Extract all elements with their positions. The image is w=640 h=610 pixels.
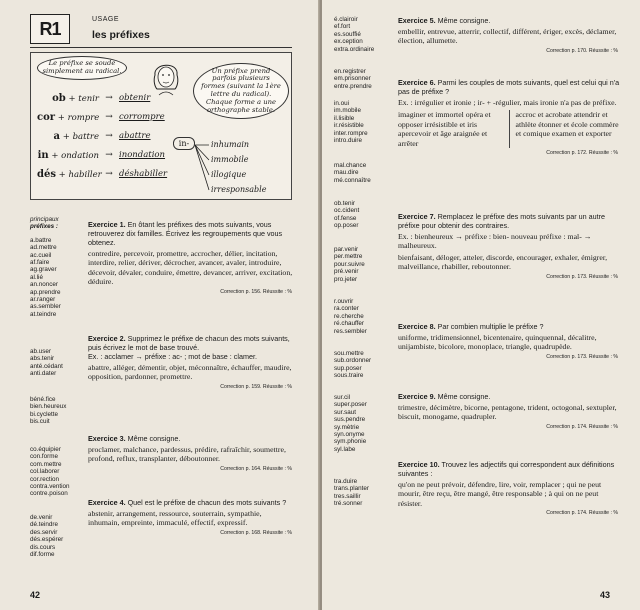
prefix-item: intro.duire — [334, 137, 363, 145]
prefix-item: res.sembler — [334, 327, 367, 335]
prefix-item: em.prisonner — [334, 75, 371, 83]
correction-ref: Correction p. 174. Réussite : % — [546, 423, 618, 430]
prefix-list-a: principaux préfixes : a.battre ad.mettre ac.cueil af.faire ag.graver al.lié an.noncer ap.prendre ar.ranger as.sembler at.teindre — [30, 216, 76, 318]
prefix-list-sur — [334, 394, 392, 453]
prefix-item: an.noncer — [30, 281, 59, 289]
prefix-item: bis.cuit — [30, 418, 50, 426]
prefix-item: ob.tenir — [334, 200, 356, 207]
prefix-item: co.équipier — [30, 446, 61, 453]
exercise-7 — [398, 212, 620, 280]
prefix-list-in — [334, 100, 392, 144]
exercise-example: Ex. : irrégulier et ironie ; ir- + -régulier, mais ironie n'a pas de préfixe. — [398, 98, 617, 107]
exercise-instruction: Même consigne. — [437, 392, 491, 401]
prefix-examples — [37, 89, 167, 184]
page-title: les préfixes — [92, 29, 150, 41]
in-variant: illogique — [211, 170, 247, 179]
prefix-item: ex.ception — [334, 38, 363, 46]
prefix-list-mal — [334, 162, 392, 184]
prefix-item: ra.conter — [334, 305, 359, 313]
prefix-item: ré.chauffer — [334, 320, 364, 328]
prefix-item: entre.prendre — [334, 82, 372, 90]
prefix-item: per.mettre — [334, 253, 363, 261]
prefix-item: at.teindre — [30, 310, 57, 318]
word-pairs-col1: imaginer et immortel opéra et opposer irrésistible et iris apercevoir et âge araignée et arrêter — [398, 110, 491, 148]
prefix-item: dés.espérer — [30, 536, 64, 544]
prefix-item: mé.connaître — [334, 176, 371, 184]
correction-ref: Correction p. 174. Réussite : % — [546, 510, 618, 517]
exercise-4 — [88, 498, 294, 536]
prefix-item: syl.labe — [334, 445, 356, 453]
prefix-item: sou.mettre — [334, 350, 364, 357]
prefix-item: des.servir — [30, 528, 58, 536]
prefix-list-e2 — [334, 16, 392, 53]
exercise-words: embellir, entrevue, atterrir, collectif, différent, ériger, excès, déclamer, élection, allumette. — [398, 27, 617, 46]
prefix-illustration — [30, 52, 292, 200]
exercise-instruction: Même consigne. — [127, 434, 181, 443]
correction-ref: Correction p. 164. Réussite : % — [220, 465, 292, 472]
prefix-item: en.registrer — [334, 68, 366, 75]
prefix-item: sy.mètrie — [334, 423, 360, 431]
prefix-item: par.venir — [334, 246, 359, 253]
prefix-item: ab.user — [30, 348, 52, 355]
prefix-item: col.laborer — [30, 468, 60, 476]
speech-bubble-right: Un préfixe prend parfois plusieurs formes (suivant la 1ère lettre du radical). Chaque forme a une orthographe stable. — [193, 63, 289, 119]
prefix-item: tré.sonner — [334, 500, 363, 508]
prefix-item: ad.mettre — [30, 244, 57, 252]
prefix-list-tra — [334, 478, 392, 508]
prefix-item: cor.rection — [30, 475, 60, 483]
in-variant: inhumain — [211, 140, 250, 149]
prefix-item: anté.cédant — [30, 362, 63, 370]
correction-ref: Correction p. 173. Réussite : % — [546, 353, 618, 360]
prefix-item: sur.cil — [334, 394, 351, 401]
exercise-words: proclamer, malchance, pardessus, prédire, rafraîchir, soumettre, profond, reflux, transplanter, déboutonner. — [88, 445, 286, 464]
prefix-list-e — [30, 514, 76, 558]
exercise-10 — [398, 460, 620, 516]
prefix-item: ag.graver — [30, 266, 57, 274]
exercise-instruction: Trouvez les adjectifs qui correspondent aux définitions suivantes : — [398, 460, 615, 478]
prefix-item: of.fense — [334, 214, 357, 222]
page-number: 42 — [30, 590, 41, 600]
prefix-item: op.poser — [334, 222, 359, 230]
prefix-item: pour.suivre — [334, 260, 365, 268]
exercise-words: bienfaisant, déloger, atteler, discorde, encourager, exhaler, émigrer, malveillance, rhabiller, reboutonner. — [398, 252, 608, 272]
correction-ref: Correction p. 172. Réussite : % — [546, 150, 618, 157]
prefix-item: con.forme — [30, 453, 58, 461]
exercise-number: Exercice 6. — [398, 78, 436, 87]
speech-bubble-left: Le préfixe se soude simplement au radical. — [37, 56, 127, 80]
prefix-list-ob — [334, 200, 392, 230]
exercise-instruction: Parmi les couples de mots suivants, quel est celui qui n'a pas de préfixe ? — [398, 78, 620, 96]
prefix-item: il.lisible — [334, 114, 355, 122]
column-divider — [509, 110, 510, 148]
exercise-number: Exercice 2. — [88, 334, 126, 343]
in-prefix-variants — [173, 137, 281, 197]
in-variant: irresponsable — [211, 185, 267, 194]
prefix-list-c — [30, 396, 76, 426]
prefix-item: bi.cyclette — [30, 410, 58, 418]
exercise-instruction: Quel est le préfixe de chacun des mots suivants ? — [127, 498, 287, 507]
prefix-list-en — [334, 68, 392, 90]
prefix-item: anti.dater — [30, 370, 57, 378]
prefix-row: cor + rompre → corrompre — [37, 111, 165, 123]
in-variant: immobile — [211, 155, 249, 164]
prefix-item: sup.poser — [334, 364, 362, 372]
correction-ref: Correction p. 170. Réussite : % — [546, 47, 618, 54]
prefix-item: ac.cueil — [30, 251, 52, 259]
branch-arrows-icon — [193, 139, 211, 195]
exercise-number: Exercice 4. — [88, 498, 126, 507]
prefix-item: af.faire — [30, 259, 50, 267]
exercise-1 — [88, 220, 294, 295]
prefix-item: r.ouvrir — [334, 298, 354, 305]
prefix-item: dif.forme — [30, 551, 55, 559]
prefix-list-d — [30, 446, 76, 498]
prefix-item: contra.vention — [30, 483, 70, 491]
prefix-item: al.lié — [30, 273, 43, 281]
section-label: USAGE — [92, 16, 120, 23]
chapter-badge: R1 — [30, 14, 70, 44]
prefix-item: é.clairoir — [334, 16, 358, 23]
prefix-item: sur.saut — [334, 408, 357, 416]
prefix-list-b — [30, 348, 76, 378]
prefix-item: trans.planter — [334, 485, 370, 493]
prefix-item: abs.tenir — [30, 355, 55, 363]
exercise-number: Exercice 9. — [398, 392, 436, 401]
prefix-item: sub.ordonner — [334, 357, 372, 365]
prefix-list-par — [334, 246, 392, 283]
in-prefix-label: in- — [173, 137, 195, 150]
prefix-item: ap.prendre — [30, 288, 61, 296]
exercise-words: contredire, percevoir, promettre, accrocher, délier, incitation, interdire, relier, dériver, décrocher, avancer, avaler, introduire, décevoir, dévaler, conduire, émettre, devancer, arriver, excitation, déduire. — [88, 249, 293, 287]
word-pairs — [398, 110, 620, 148]
prefix-item: béné.fice — [30, 396, 56, 403]
prefix-item: tra.duire — [334, 478, 358, 485]
prefix-item: es.souffié — [334, 30, 361, 38]
prefix-item: syn.onyme — [334, 431, 365, 439]
exercise-number: Exercice 8. — [398, 322, 436, 331]
header-rule — [30, 47, 292, 48]
correction-ref: Correction p. 168. Réussite : % — [220, 529, 292, 536]
prefix-item: dé.teindre — [30, 521, 59, 529]
exercise-number: Exercice 3. — [88, 434, 126, 443]
exercise-3 — [88, 434, 294, 472]
prefix-item: contre.poison — [30, 490, 68, 498]
exercise-words: qu'on ne peut prévoir, défendre, lire, voir, remplacer ; qui ne peut mourir, être reçu, être mangé, être responsable ; à qui on ne peut résister. — [398, 480, 602, 508]
exercise-instruction: Remplacez le préfixe des mots suivants par un autre préfixe pour obtenir des contraires. — [398, 212, 605, 230]
exercise-words: abstenir, arrangement, ressource, souterrain, sympathie, inhumain, empreinte, immaculé, effectif, expressif. — [88, 509, 262, 528]
prefix-item: ir.résistible — [334, 122, 364, 130]
prefix-item: ef.fort — [334, 23, 351, 31]
prefix-list-sou — [334, 350, 392, 380]
prefix-item: sym.phonie — [334, 438, 367, 446]
prefix-row: dés + habiller → déshabiller — [37, 168, 168, 180]
prefix-list-re — [334, 298, 392, 335]
prefix-item: mal.chance — [334, 162, 367, 169]
prefix-row: ob + tenir → obtenir — [52, 92, 151, 104]
prefix-item: de.venir — [30, 514, 53, 521]
right-page — [322, 0, 640, 610]
exercise-instruction: Par combien multiplie le préfixe ? — [437, 322, 544, 331]
exercise-9 — [398, 392, 620, 430]
exercise-words: abattre, alléger, démentir, objet, méconnaître, échauffer, maudire, opposition, pardonner, promettre. — [88, 363, 292, 382]
exercise-5 — [398, 16, 620, 54]
word-pairs-col2: accroc et acrobate attendrir et athlète étonner et école commère et comique examen et exporter — [515, 110, 619, 139]
prefix-item: re.cherche — [334, 312, 364, 320]
page-number: 43 — [599, 590, 610, 600]
exercise-instruction: Supprimez le préfixe de chacun des mots suivants, puis écrivez le mot de base trouvé. — [88, 334, 290, 352]
exercise-example: Ex. : acclamer → préfixe : ac- ; mot de base : clamer. — [88, 352, 257, 361]
prefix-item: super.poser — [334, 401, 367, 409]
prefix-row: a + battre → abattre — [53, 130, 151, 142]
exercise-example: Ex. : bienheureux → préfixe : bien- nouveau préfixe : mal- → malheureux. — [398, 232, 592, 251]
prefix-item: oc.cident — [334, 207, 360, 215]
prefix-item: sous.traire — [334, 372, 364, 380]
exercise-number: Exercice 5. — [398, 16, 436, 25]
prefix-item: extra.ordinaire — [334, 45, 375, 53]
exercise-number: Exercice 7. — [398, 212, 436, 221]
exercise-2 — [88, 334, 294, 390]
exercise-number: Exercice 1. — [88, 220, 126, 229]
prefix-item: bien.heureux — [30, 403, 67, 411]
prefix-item: com.mettre — [30, 460, 62, 468]
correction-ref: Correction p. 156. Réussite : % — [220, 288, 292, 295]
exercise-instruction: En ôtant les préfixes des mots suivants, vous retrouverez dix familles. Écrivez les regroupements que vous obtenez. — [88, 220, 283, 247]
prefix-item: tres.saillir — [334, 492, 361, 500]
exercise-instruction: Même consigne. — [437, 16, 491, 25]
prefix-item: mau.dire — [334, 169, 359, 177]
prefix-item: a.battre — [30, 236, 52, 244]
exercise-6 — [398, 78, 620, 156]
exercise-words: trimestre, décimètre, bicorne, pentagone, trident, octogonal, sextupler, biscuit, monogame, quadrupler. — [398, 403, 617, 422]
exercise-words: uniforme, tridimensionnel, bicentenaire, quinquennal, décalitre, unijambiste, bicolore, monoplace, triangle, quadrupède. — [398, 333, 597, 352]
prefix-item: ar.ranger — [30, 296, 56, 304]
prefix-row: in + ondation → inondation — [37, 149, 166, 161]
prefix-item: dis.cours — [30, 543, 56, 551]
prefix-item: inter.rompre — [334, 129, 368, 137]
exercise-8 — [398, 322, 620, 360]
correction-ref: Correction p. 159. Réussite : % — [220, 383, 292, 390]
prefix-item: pro.jeter — [334, 275, 358, 283]
prefix-item: im.mobile — [334, 107, 361, 115]
prefix-item: in.oui — [334, 100, 350, 107]
exercise-number: Exercice 10. — [398, 460, 440, 469]
prefix-item: as.sembler — [30, 303, 61, 311]
prefix-item: sus.pendre — [334, 416, 366, 424]
correction-ref: Correction p. 173. Réussite : % — [546, 273, 618, 280]
prefix-item: pré.venir — [334, 268, 359, 276]
